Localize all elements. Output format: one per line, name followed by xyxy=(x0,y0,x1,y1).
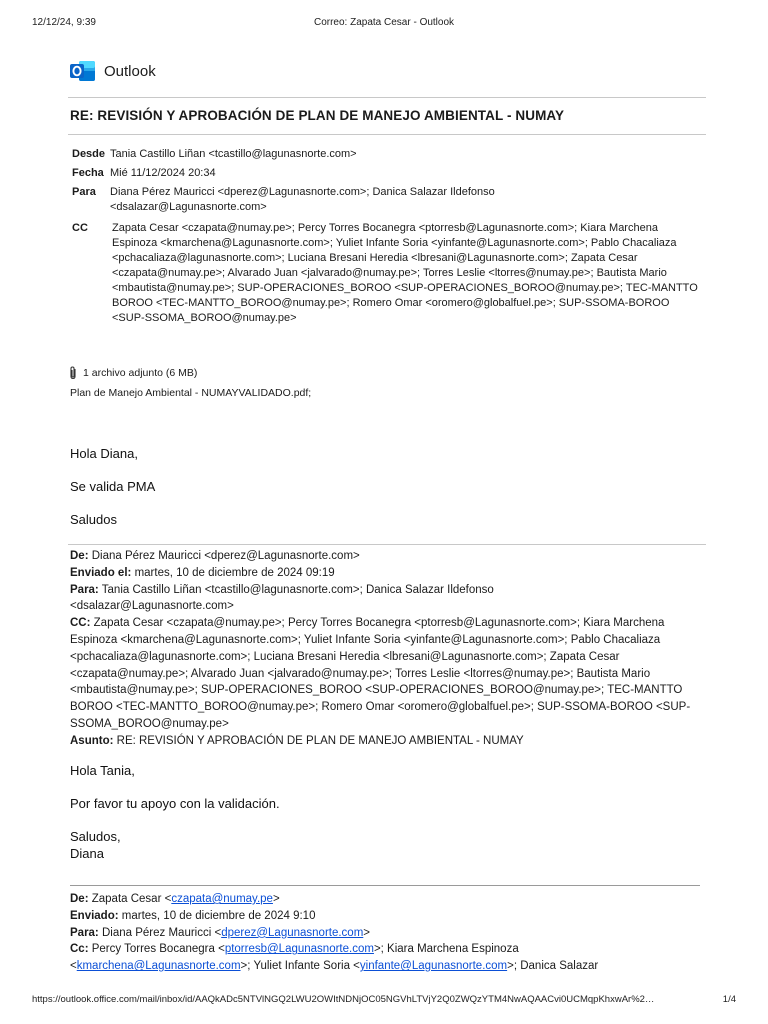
app-name: Outlook xyxy=(104,62,156,80)
attachment-filename[interactable]: Plan de Manejo Ambiental - NUMAYVALIDADO.pdf; xyxy=(70,387,312,399)
print-datetime: 12/12/24, 9:39 xyxy=(32,17,96,28)
quote2-cc-mid1: >; Kiara Marchena Espinoza xyxy=(373,943,519,956)
quote2-to-email-link[interactable]: dperez@Lagunasnorte.com xyxy=(221,926,364,939)
quote1-greeting: Hola Tania, xyxy=(70,763,135,778)
quote1-signature: Diana xyxy=(70,846,104,861)
divider xyxy=(68,134,706,135)
quoted-message-header xyxy=(70,548,700,750)
cc-row xyxy=(72,221,702,326)
to-row xyxy=(72,185,702,215)
body-greeting: Hola Diana, xyxy=(70,446,138,461)
quoted-message-header-2 xyxy=(70,891,700,975)
body-signoff: Saludos xyxy=(70,512,117,527)
paperclip-icon xyxy=(68,366,78,380)
quote2-from-email-link[interactable]: czapata@numay.pe xyxy=(171,893,273,905)
attachment-summary[interactable] xyxy=(68,366,197,380)
date-row xyxy=(72,166,702,181)
quote2-cc-label: Cc: xyxy=(70,943,89,956)
quote2-cc-open2: < xyxy=(70,960,77,973)
quote2-sent-label: Enviado: xyxy=(70,909,119,922)
to-value[interactable]: Diana Pérez Mauricci <dperez@Lagunasnorte.com>; Danica Salazar Ildefonso <dsalazar@Lagunasnorte.com> xyxy=(110,186,495,213)
quote1-text: Por favor tu apoyo con la validación. xyxy=(70,796,280,811)
email-header-details xyxy=(72,147,702,330)
quote2-cc-email-link-3[interactable]: yinfante@Lagunasnorte.com xyxy=(359,960,508,973)
quote1-signoff: Saludos, xyxy=(70,829,121,844)
attachment-count: 1 archivo adjunto (6 MB) xyxy=(83,367,198,379)
email-subject: RE: REVISIÓN Y APROBACIÓN DE PLAN DE MANEJO AMBIENTAL - NUMAY xyxy=(70,108,565,123)
quote1-sent-label: Enviado el: xyxy=(70,566,132,579)
to-label: Para xyxy=(72,186,96,198)
divider xyxy=(68,97,706,98)
print-page-number: 1/4 xyxy=(722,994,736,1005)
quote1-sent: martes, 10 de diciembre de 2024 09:19 xyxy=(134,566,335,579)
outlook-logo-icon xyxy=(70,59,96,83)
quote2-cc-mid3: >; Danica Salazar xyxy=(507,960,599,973)
quote2-sent: martes, 10 de diciembre de 2024 9:10 xyxy=(121,909,316,922)
from-label: Desde xyxy=(72,148,106,160)
quote2-from-end: > xyxy=(272,893,280,905)
quote1-subject: RE: REVISIÓN Y APROBACIÓN DE PLAN DE MANEJO AMBIENTAL - NUMAY xyxy=(116,734,524,747)
date-label: Fecha xyxy=(72,167,104,179)
print-title: Correo: Zapata Cesar - Outlook xyxy=(313,17,455,28)
quote1-to: Tania Castillo Liñan <tcastillo@lagunasnorte.com>; Danica Salazar Ildefonso <dsalazar@Lagunasnorte.com> xyxy=(70,583,494,613)
cc-label: CC xyxy=(72,222,88,234)
body-text: Se valida PMA xyxy=(70,479,156,494)
from-row xyxy=(72,147,702,162)
quote1-from-label: De: xyxy=(70,550,89,562)
quote1-cc: Zapata Cesar <czapata@numay.pe>; Percy Torres Bocanegra <ptorresb@Lagunasnorte.com>; Kiara Marchena Espinoza <kmarchena@Lagunasnorte.com>; Yuliet Infante Soria <yinfante@Lagunasnorte.com>; Pablo Chacaliaza <pchacaliaza@lagunasnorte.com>; Luciana Bresani Heredia <lbresani@Lagunasnorte.com>; Zapata Cesar <czapata@numay.pe>; Alvarado Juan <jalvarado@numay.pe>; Torres Leslie <ltorres@numay.pe>; Bautista Mario <mbautista@numay.pe>; SUP-OPERACIONES_BOROO <SUP-OPERACIONES_BOROO@numay.pe>; TEC-MANTTO BOROO <TEC-MANTTO_BOROO@numay.pe>; Romero Omar <oromero@globalfuel.pe>; SUP-SSOMA-BOROO <SUP-SSOMA_BOROO@numay.pe> xyxy=(70,617,691,730)
quote2-to-label: Para: xyxy=(70,926,99,939)
date-value: Mié 11/12/2024 20:34 xyxy=(110,167,216,179)
quote1-cc-label: CC: xyxy=(70,617,91,630)
quote2-cc-email-link-1[interactable]: ptorresb@Lagunasnorte.com xyxy=(224,943,374,956)
print-footer xyxy=(0,994,768,1008)
print-url: https://outlook.office.com/mail/inbox/id/AAQkADc5NTVlNGQ2LWU2OWItNDNjOC05NGVhLTVjY2Q0ZWQzYTM4NwAQAACvi0UCMqpKhxwAr%2… xyxy=(32,994,655,1005)
quote-divider xyxy=(68,544,706,545)
quote2-to-name: Diana Pérez Mauricci < xyxy=(101,926,222,939)
cc-value[interactable]: Zapata Cesar <czapata@numay.pe>; Percy Torres Bocanegra <ptorresb@Lagunasnorte.com>; Kiara Marchena Espinoza <kmarchena@Lagunasnorte.com>; Yuliet Infante Soria <yinfante@Lagunasnorte.com>; Pablo Chacaliaza <pchacaliaza@lagunasnorte.com>; Luciana Bresani Heredia <lbresani@Lagunasnorte.com>; Zapata Cesar <czapata@numay.pe>; Alvarado Juan <jalvarado@numay.pe>; Torres Leslie <ltorres@numay.pe>; Bautista Mario <mbautista@numay.pe>; SUP-OPERACIONES_BOROO <SUP-OPERACIONES_BOROO@numay.pe>; TEC-MANTTO BOROO <TEC-MANTTO_BOROO@numay.pe>; Romero Omar <oromero@globalfuel.pe>; SUP-SSOMA-BOROO <SUP-SSOMA_BOROO@numay.pe> xyxy=(112,222,698,324)
quote2-to-end: > xyxy=(363,926,370,939)
app-brand xyxy=(70,58,156,84)
quote2-cc-mid2: >; Yuliet Infante Soria < xyxy=(240,960,360,973)
quote2-from-label: De: xyxy=(70,893,89,905)
quote2-cc-email-link-2[interactable]: kmarchena@Lagunasnorte.com xyxy=(76,960,241,973)
quote1-subject-label: Asunto: xyxy=(70,734,114,747)
quote-divider xyxy=(70,885,700,886)
from-value[interactable]: Tania Castillo Liñan <tcastillo@lagunasnorte.com> xyxy=(110,148,357,160)
quote2-from-name: Zapata Cesar < xyxy=(91,893,172,905)
print-header xyxy=(0,17,768,31)
quote2-cc-name1: Percy Torres Bocanegra < xyxy=(91,943,225,956)
quote1-to-label: Para: xyxy=(70,583,99,596)
quote1-from: Diana Pérez Mauricci <dperez@Lagunasnorte.com> xyxy=(91,550,360,562)
